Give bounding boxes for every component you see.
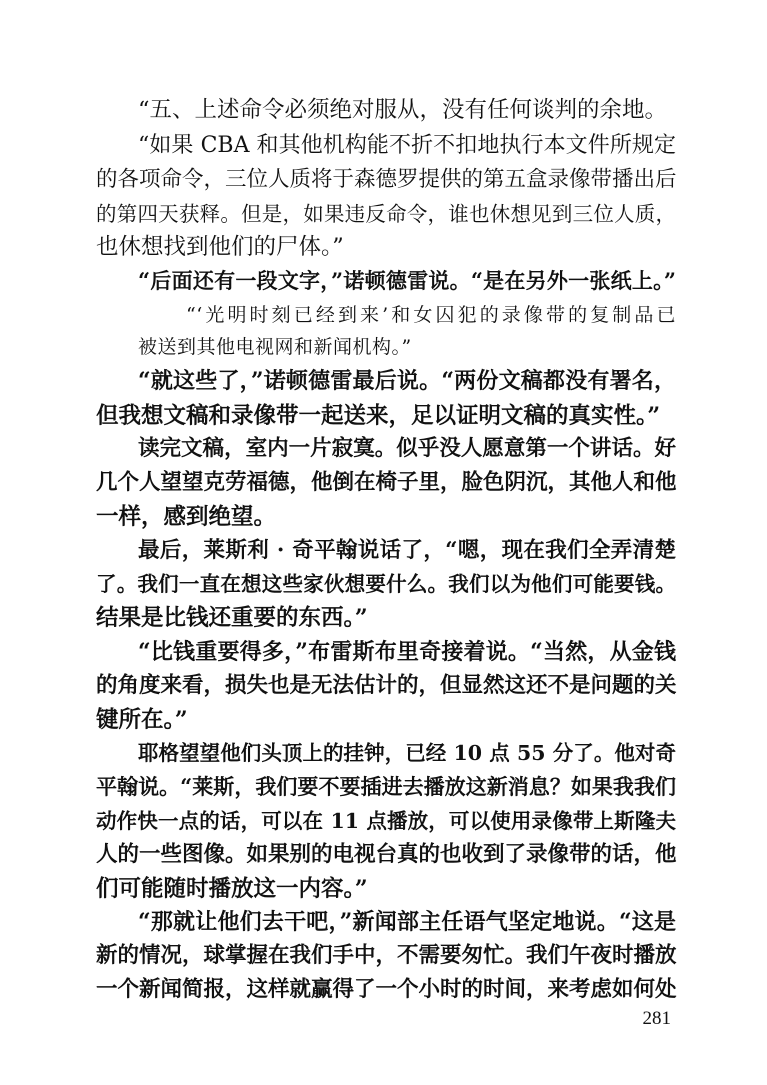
text-line-20: 耶格望望他们头顶上的挂钟，已经 10 点 55 分了。他对奇 [138, 741, 676, 765]
text-line-6: “后面还有一段文字，”诺顿德雷说。“是在另外一张纸上。” [138, 268, 676, 293]
text-line-12: 几个人望望克劳福德，他倒在椅子里，脸色阴沉，其他人和他 [96, 470, 677, 495]
text-line-5: 也休想找到他们的尸体。” [96, 234, 344, 260]
text-line-22: 动作快一点的话，可以在 11 点播放，可以使用录像带上斯隆夫 [96, 809, 676, 833]
text-line-11: 读完文稿，室内一片寂寞。似乎没人愿意第一个讲话。好 [138, 436, 676, 461]
text-line-4: 的第四天获释。但是，如果违反命令，谁也休想见到三位人质， [96, 202, 676, 226]
text-line-16: 结果是比钱还重要的东西。” [96, 605, 368, 631]
text-line-17: “比钱重要得多，”布雷斯布里奇接着说。“当然，从金钱 [138, 639, 676, 665]
text-line-21: 平翰说。“莱斯，我们要不要插进去播放这新消息？如果我我们 [96, 774, 676, 799]
quote-line-2: 被送到其他电视网和新闻机构。” [138, 336, 412, 358]
text-line-1: “五、上述命令必须绝对服从，没有任何谈判的余地。 [138, 97, 668, 123]
text-line-24: 们可能随时播放这一内容。” [96, 876, 368, 902]
text-line-2: “如果 CBA 和其他机构能不折不扣地执行本文件所规定 [138, 133, 676, 158]
text-line-19: 键所在。” [96, 707, 188, 733]
text-line-27: 一个新闻简报，这样就赢得了一个小时的时间，来考虑如何处 [96, 977, 677, 1002]
text-line-14: 最后，莱斯利 · 奇平翰说话了，“嗯，现在我们全弄清楚 [138, 538, 676, 563]
text-line-18: 的角度来看，损失也是无法估计的，但显然这还不是问题的关 [96, 673, 677, 698]
text-line-10: 但我想文稿和录像带一起送来，足以证明文稿的真实性。” [96, 403, 661, 429]
text-line-15: 了。我们一直在想这些家伙想要什么。我们以为他们可能要钱。 [96, 572, 676, 596]
text-line-9: “就这些了，”诺顿德雷最后说。“两份文稿都没有署名， [138, 368, 676, 394]
text-line-26: 新的情况，球掌握在我们手中，不需要匆忙。我们午夜时播放 [96, 943, 677, 968]
text-line-13: 一样，感到绝望。 [96, 504, 277, 530]
page-number: 281 [642, 1008, 671, 1029]
quote-line-1: “‘光明时刻已经到来’和女囚犯的录像带的复制品已 [186, 304, 676, 326]
text-line-23: 人的一些图像。如果别的电视台真的也收到了录像带的话，他 [96, 842, 677, 867]
text-line-3: 的各项命令，三位人质将于森德罗提供的第五盒录像带播出后 [96, 167, 677, 192]
text-line-25: “那就让他们去干吧，”新闻部主任语气坚定地说。“这是 [138, 909, 676, 935]
